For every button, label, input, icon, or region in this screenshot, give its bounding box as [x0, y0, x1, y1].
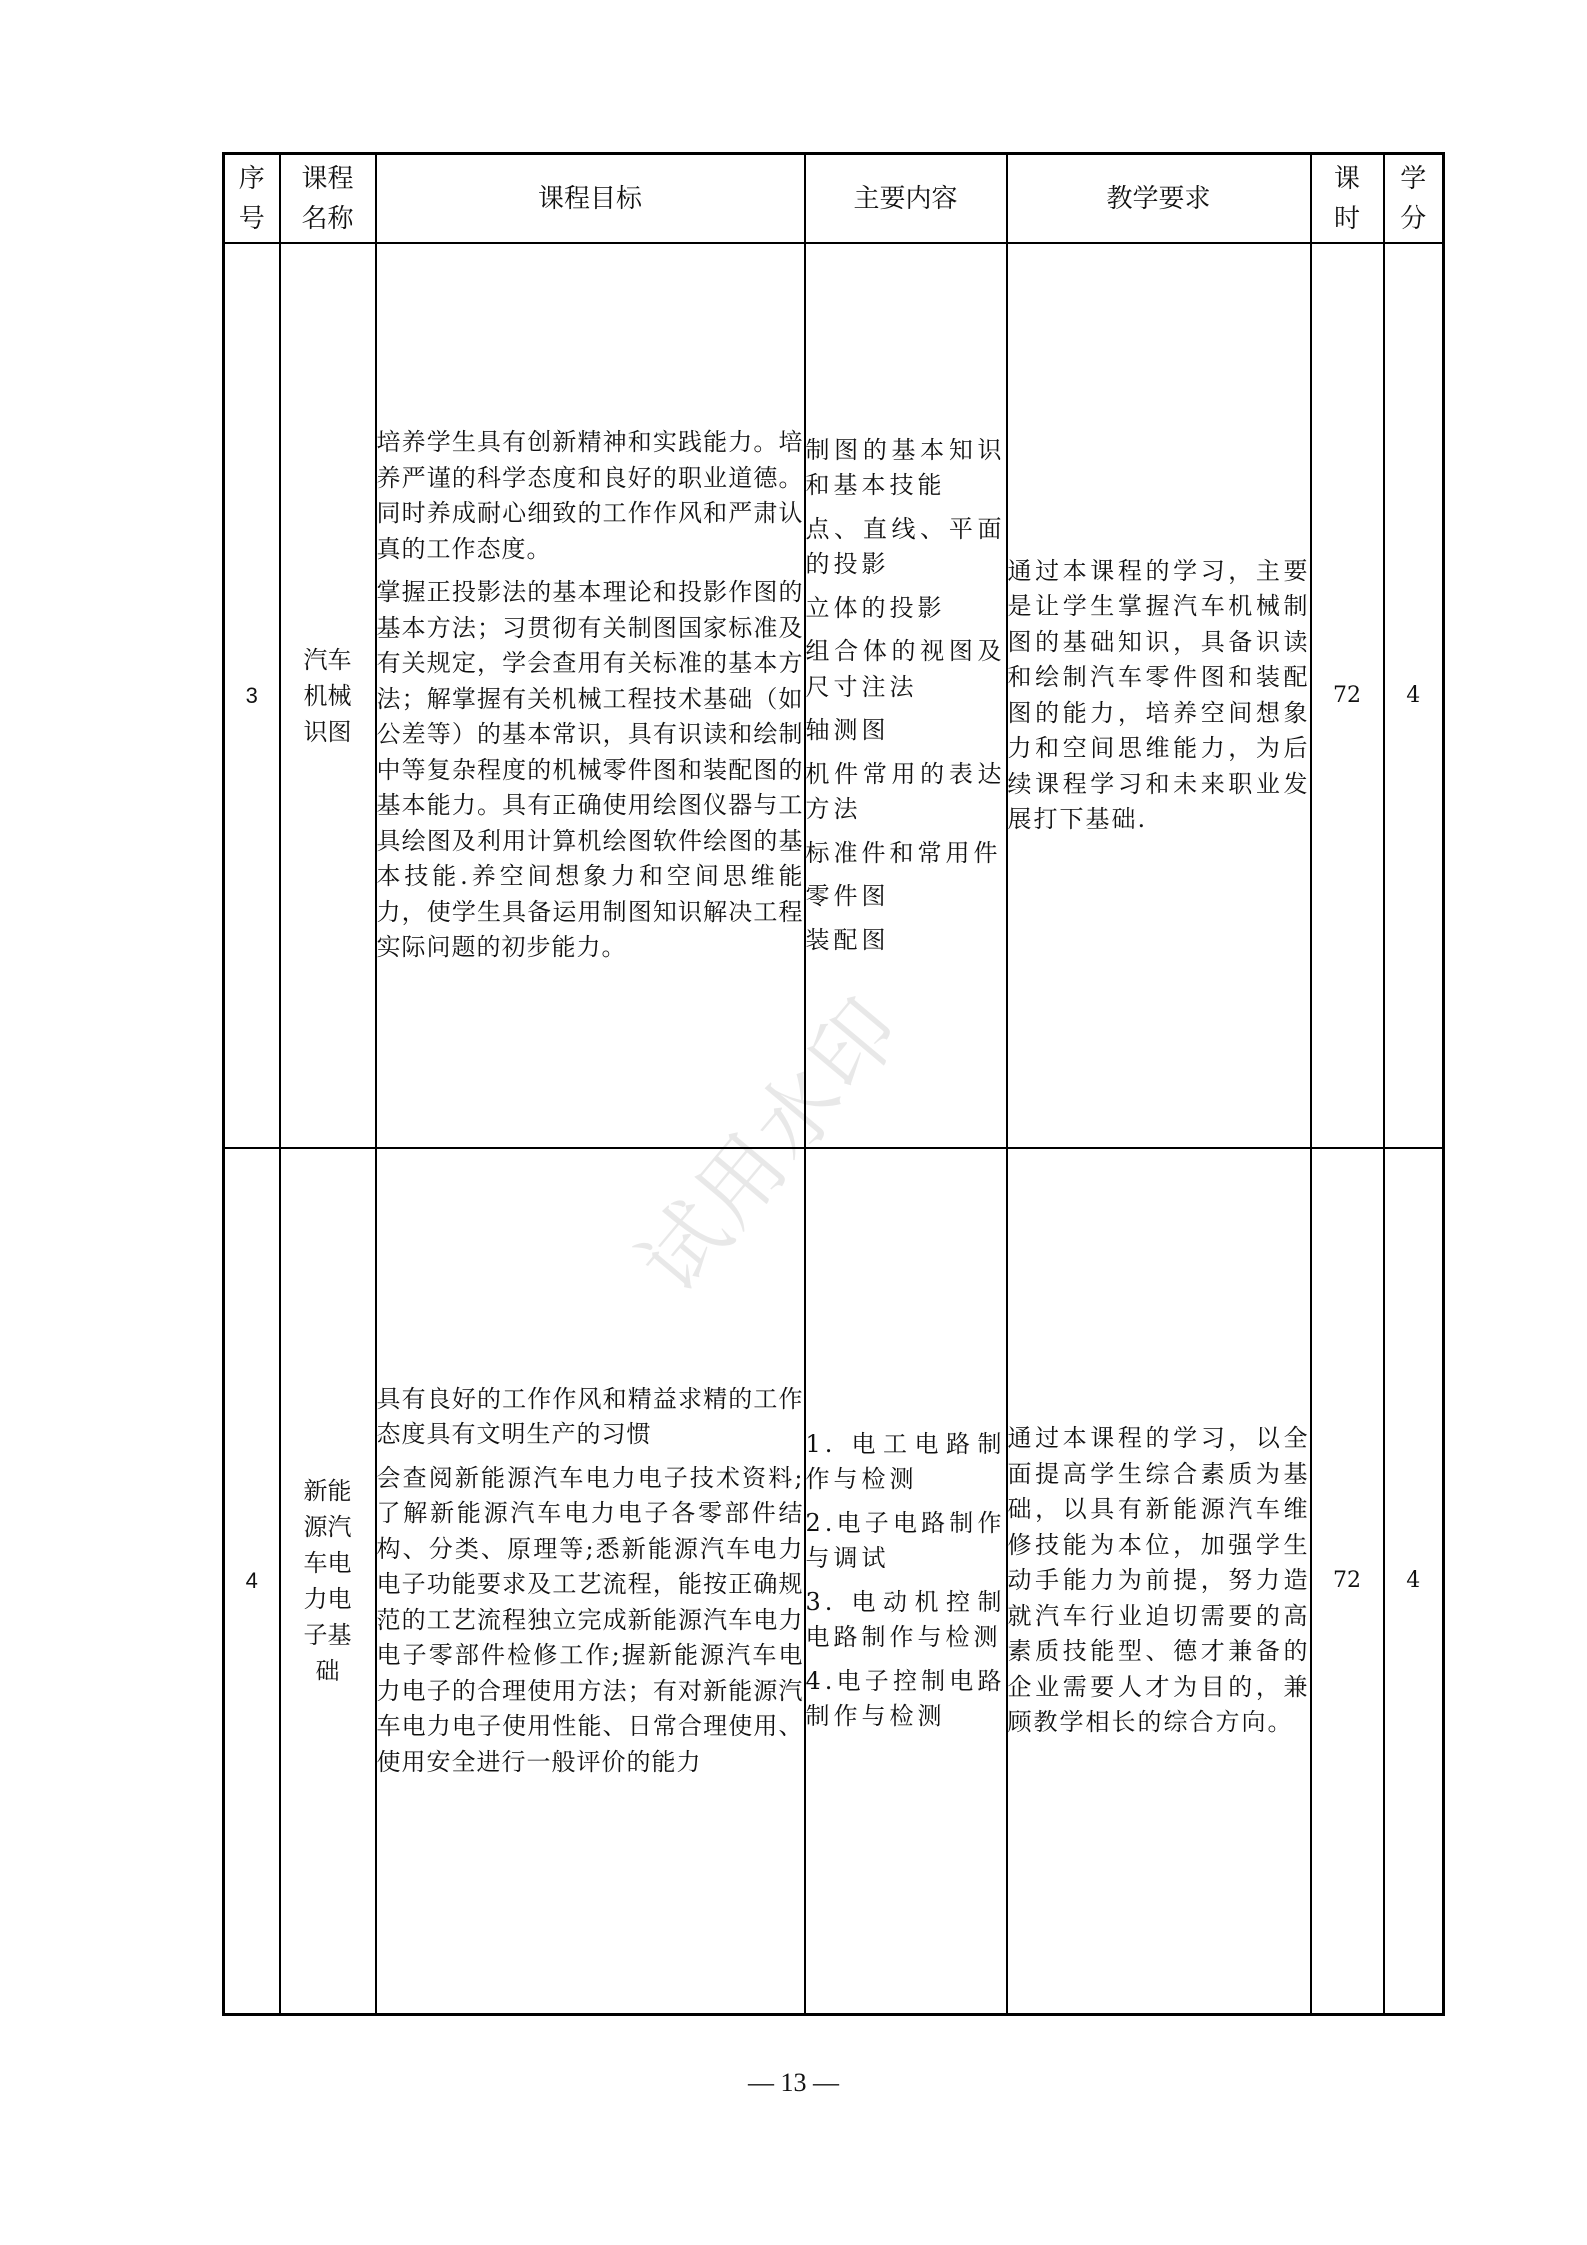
header-name: 课程名称 [280, 154, 376, 244]
row-no: 4 [224, 1148, 280, 2014]
content-item: 零件图 [805, 882, 890, 911]
goal-paragraph: 掌握正投影法的基本理论和投影作图的基本方法；习贯彻有关制图国家标准及有关规定，学会查用有关标准的基本方法；解掌握有关机械工程技术基础（如公差等）的基本常识，具有识读和绘制中等复杂程度的机械零件图和装配图的基本能力。具有正确使用绘图仪器与工具绘图及利用计算机绘图软件绘图的基本技能.养空间想象力和空间思维能力，使学生具备运用制图知识解决工程实际问题的初步能力。 [376, 578, 804, 962]
header-no: 序号 [224, 154, 280, 244]
goal-paragraph: 会查阅新能源汽车电力电子技术资料;了解新能源汽车电力电子各零部件结构、分类、原理等;悉新能源汽车电力电子功能要求及工艺流程，能按正确规范的工艺流程独立完成新能源汽车电力电子零部件检修工作;握新能源汽车电力电子的合理使用方法；有对新能源汽车电力电子使用性能、日常合理使用、使用安全进行一般评价的能力 [376, 1463, 804, 1776]
goal-paragraph: 培养学生具有创新精神和实践能力。培养严谨的科学态度和良好的职业道德。同时养成耐心细致的工作作风和严肃认真的工作态度。 [376, 428, 804, 563]
header-content: 主要内容 [805, 154, 1007, 244]
row-requirement: 通过本课程的学习，主要是让学生掌握汽车机械制图的基础知识，具备识读和绘制汽车零件图和装配图的能力，培养空间想象力和空间思维能力，为后续课程学习和未来职业发展打下基础. [1007, 243, 1311, 1148]
goal-paragraph: 具有良好的工作作风和精益求精的工作态度具有文明生产的习惯 [376, 1384, 804, 1448]
row-goal [376, 243, 805, 1148]
row-hours: 72 [1311, 1148, 1384, 2014]
row-no: 3 [224, 243, 280, 1148]
content-item: 点、直线、平面的投影 [805, 514, 1006, 579]
content-item: 制图的基本知识和基本技能 [805, 435, 1006, 500]
content-item: 1. 电工电路制作与检测 [805, 1429, 1006, 1494]
content-item: 轴测图 [805, 716, 890, 745]
content-item: 标准件和常用件 [805, 838, 1002, 867]
watermark: 试用水印 [620, 978, 922, 1312]
table-row [224, 243, 1444, 1148]
row-course-name: 新能源汽车电力电子基础 [280, 1148, 376, 2014]
row-content [805, 243, 1007, 1148]
header-goal: 课程目标 [376, 154, 805, 244]
header-hours: 课时 [1311, 154, 1384, 244]
header-credits: 学分 [1384, 154, 1444, 244]
content-item: 2.电子电路制作与调试 [805, 1508, 1006, 1573]
content-item: 4.电子控制电路制作与检测 [805, 1666, 1006, 1731]
content-item: 立体的投影 [805, 593, 946, 622]
row-content [805, 1148, 1007, 2014]
content-item: 装配图 [805, 925, 890, 954]
course-table [222, 152, 1445, 2016]
row-goal [376, 1148, 805, 2014]
content-item: 3. 电动机控制电路制作与检测 [805, 1587, 1006, 1652]
header-requirement: 教学要求 [1007, 154, 1311, 244]
page-number: — 13 — [748, 2068, 839, 2097]
row-credits: 4 [1384, 243, 1444, 1148]
header-row [224, 154, 1444, 244]
row-credits: 4 [1384, 1148, 1444, 2014]
row-hours: 72 [1311, 243, 1384, 1148]
content-item: 组合体的视图及尺寸注法 [805, 637, 1006, 701]
content-item: 机件常用的表达方法 [805, 759, 1006, 824]
row-course-name: 汽车机械识图 [280, 243, 376, 1148]
table-row [224, 1148, 1444, 2014]
row-requirement: 通过本课程的学习，以全面提高学生综合素质为基础，以具有新能源汽车维修技能为本位，加强学生动手能力为前提，努力造就汽车行业迫切需要的高素质技能型、德才兼备的企业需要人才为目的，兼顾教学相长的综合方向。 [1007, 1148, 1311, 2014]
